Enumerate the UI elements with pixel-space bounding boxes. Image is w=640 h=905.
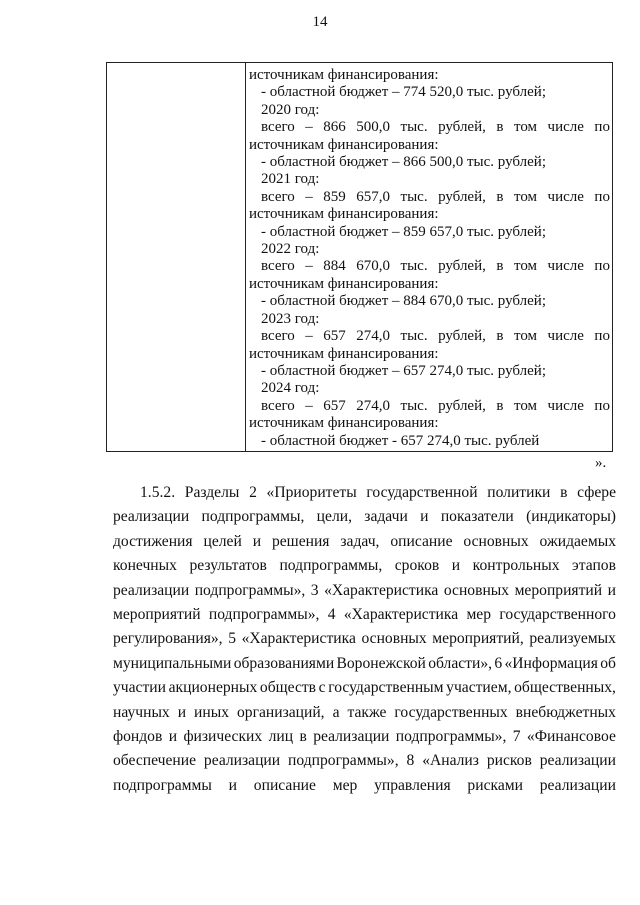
word: физических [183,728,263,746]
word: 866 [323,119,346,136]
table-text-line [249,328,610,345]
word: всего [261,328,295,345]
word: мероприятий [514,581,603,599]
section-paragraph [113,481,616,798]
word: «Характеристика [324,581,439,599]
word: (индикаторы) [526,508,616,526]
word: по [594,328,610,345]
table-text-line: источникам финансирования: [249,206,439,223]
word: 657 [323,328,346,345]
word: обеспечение [113,752,197,770]
table-text-line [249,189,610,206]
word: в [496,328,504,345]
word: организаций, [236,703,325,721]
page-number: 14 [312,14,328,30]
word: всего [261,397,295,414]
word: а [332,703,340,721]
word: реализации [113,508,190,526]
word: 7 [512,728,521,746]
word: участии [113,679,166,697]
word: задач, [340,532,380,550]
word: «Финансовое [526,728,616,746]
paragraph-line [113,530,616,554]
word: области», [428,654,493,672]
word: числе [547,258,584,275]
word: контрольных [472,557,560,575]
word: мероприятий, [432,630,524,648]
table-text-line [249,398,610,415]
word: акционерных [168,679,258,697]
table-text-line [249,258,610,275]
word: Воронежской [336,654,426,672]
word: 3 [310,581,319,599]
word: лиц [268,728,294,746]
funding-table [106,62,613,452]
word: государственным [328,679,444,697]
word: с [318,679,326,697]
paragraph-line [113,505,616,529]
word: описание [253,776,316,794]
word: и [168,728,178,746]
word: том [513,258,538,275]
paragraph-line [113,701,616,725]
word: сфере [577,484,616,501]
word: подпрограммы», [288,752,399,770]
word: всего [261,258,295,275]
word: мер [466,606,492,624]
word: 657 [323,397,346,414]
word: – [305,119,313,136]
table-text-line: 2023 год: [261,310,320,327]
word: всего [261,119,295,136]
word: государственной [366,484,478,501]
word: и [252,532,262,550]
word: 884 [323,258,346,275]
word: в [496,397,504,414]
word: управления [374,776,451,794]
word: описание [390,532,453,550]
word: в [496,258,504,275]
table-left-cell [107,63,245,451]
word: в [496,188,504,205]
word: – [305,188,313,205]
word: «Характеристика [343,606,459,624]
word: задачи [364,508,408,526]
table-text-line [249,119,610,136]
word: рублей, [438,328,486,345]
word: всего [261,188,295,205]
word: числе [547,397,584,414]
word: государственного [499,606,616,624]
word: в [299,728,307,746]
word: 1.5.2. [140,484,176,501]
word: обществ [259,679,317,697]
paragraph-line [113,725,616,749]
word: 274,0 [356,397,391,414]
table-text-line: 2020 год: [261,101,320,118]
word: том [513,328,538,345]
word: государственных [394,703,508,721]
word: «Характеристика [241,630,356,648]
word: 8 [406,752,415,770]
paragraph-line [113,749,616,773]
word: подпрограммы [113,776,212,794]
word: подпрограммы», [194,581,306,599]
closing-quote: ». [595,455,607,471]
table-text-line: - областной бюджет - 657 274,0 тыс. рублей [261,432,540,449]
word: рисков [486,752,532,770]
word: образованиями [233,654,335,672]
paragraph-line [113,579,616,603]
word: основных [463,532,529,550]
word: подпрограммы», [395,728,507,746]
word: рублей, [438,188,486,205]
word: «Информация [504,654,598,672]
word: числе [547,328,584,345]
word: участием, [446,679,512,697]
word: реализации [203,752,281,770]
word: том [513,397,538,414]
paragraph-line [113,481,616,505]
word: в [560,484,568,501]
word: 6 [494,654,503,672]
word: основных [361,630,427,648]
word: сроков [394,557,440,575]
word: и [420,508,429,526]
word: научных [113,703,170,721]
word: рублей, [438,397,486,414]
word: этапов [572,557,616,575]
word: тыс. [400,328,428,345]
word: по [594,188,610,205]
word: показатели [440,508,514,526]
word: подпрограммы», [208,606,320,624]
word: по [594,258,610,275]
word: достижения [113,532,193,550]
word: 2 [249,484,257,501]
word: тыс. [400,258,428,275]
word: муниципальными [113,654,232,672]
word: 5 [228,630,236,648]
paragraph-line [113,554,616,578]
table-text-line: 2022 год: [261,241,320,258]
word: и [607,581,616,599]
table-text-line: источникам финансирования: [249,67,439,83]
word: и [451,557,461,575]
word: числе [547,119,584,136]
word: конечных [113,557,177,575]
paragraph-line [113,676,616,700]
word: рублей, [438,258,486,275]
word: решения [271,532,330,550]
word: подпрограммы, [201,508,305,526]
word: политики [487,484,551,501]
word: – [305,328,313,345]
word: внебюджетных [515,703,616,721]
word: фондов [113,728,163,746]
table-column-divider [245,63,246,451]
word: ожидаемых [539,532,616,550]
table-text-line: источникам финансирования: [249,275,439,292]
word: реализации [313,728,390,746]
word: «Анализ [422,752,479,770]
word: мер [332,776,358,794]
table-text-line: - областной бюджет – 884 670,0 тыс. рублей; [261,293,546,310]
word: 859 [323,188,346,205]
word: и [228,776,238,794]
word: подпрограммы, [279,557,383,575]
word: результатов [189,557,267,575]
word: рублей, [438,119,486,136]
word: – [305,397,313,414]
word: Разделы [184,484,240,501]
paragraph-line [113,652,616,676]
table-text-line: источникам финансирования: [249,136,439,153]
word: общественных, [514,679,616,697]
paragraph-line [113,603,616,627]
paragraph-line [113,627,616,651]
word: реализации [113,581,190,599]
table-text-line: источникам финансирования: [249,415,439,432]
word: цели, [316,508,352,526]
word: «Приоритеты [266,484,357,501]
word: в [496,119,504,136]
table-right-cell [249,67,610,450]
word: 500,0 [356,119,391,136]
word: – [305,258,313,275]
word: мероприятий [113,606,201,624]
word: том [513,188,538,205]
word: 670,0 [356,258,391,275]
word: тыс. [400,188,428,205]
table-text-line: 2021 год: [261,171,320,188]
word: числе [547,188,584,205]
word: реализации [539,776,616,794]
word: основных [443,581,510,599]
word: также [347,703,387,721]
word: 274,0 [356,328,391,345]
word: иных [194,703,229,721]
word: по [594,397,610,414]
table-text-line: - областной бюджет – 866 500,0 тыс. рублей; [261,154,546,171]
word: 4 [327,606,336,624]
word: том [513,119,538,136]
word: тыс. [400,397,428,414]
word: по [594,119,610,136]
word: реализации [539,752,616,770]
word: рисками [467,776,523,794]
paragraph-line [113,774,616,798]
table-text-line: 2024 год: [261,380,320,397]
word: реализуемых [529,630,616,648]
word: регулирования», [113,630,223,648]
table-text-line: - областной бюджет – 859 657,0 тыс. рублей; [261,223,546,240]
table-text-line: источникам финансирования: [249,345,439,362]
table-text-line: - областной бюджет – 657 274,0 тыс. рублей; [261,362,546,379]
word: об [600,654,616,672]
word: и [177,703,187,721]
table-text-line: - областной бюджет – 774 520,0 тыс. рублей; [261,84,546,101]
word: 657,0 [356,188,391,205]
word: целей [203,532,242,550]
word: тыс. [400,119,428,136]
